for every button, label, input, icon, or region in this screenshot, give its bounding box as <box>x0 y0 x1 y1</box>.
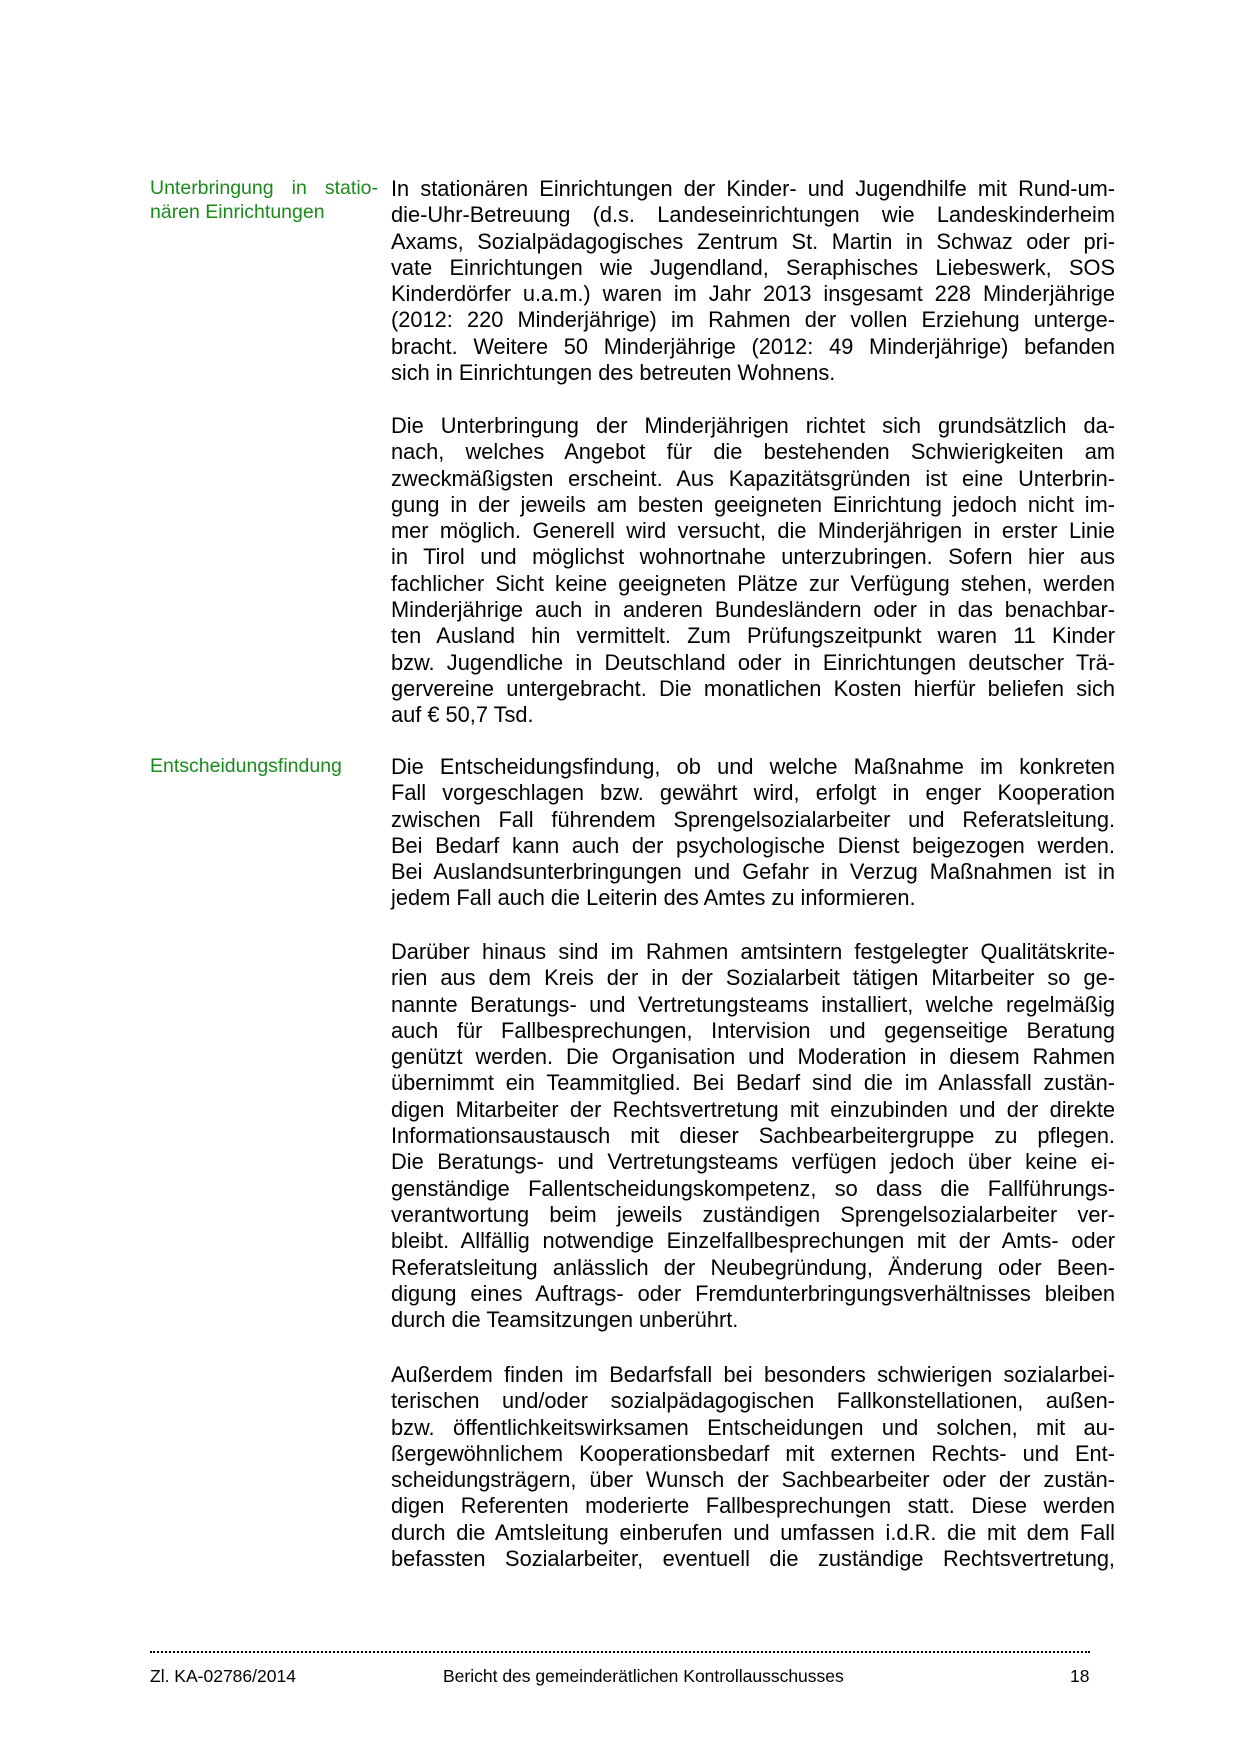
text-line: übernimmt ein Teammitglied. Bei Bedarf sind die im Anlassfall zustän- <box>391 1070 1115 1096</box>
paragraph-4 <box>391 939 1115 1333</box>
text-line: ten Ausland hin vermittelt. Zum Prüfungszeitpunkt waren 11 Kinder <box>391 623 1115 649</box>
sidenote-line: Unterbringung in statio- <box>150 177 378 199</box>
text-line: auch für Fallbesprechungen, Intervision und gegenseitige Beratung <box>391 1017 1115 1043</box>
text-line: Minderjährige auch in anderen Bundesländern oder in das benachbar- <box>391 597 1115 623</box>
sidenote-entscheidungsfindung <box>150 754 378 778</box>
text-line: terischen und/oder sozialpädagogischen Fallkonstellationen, außen- <box>391 1388 1115 1414</box>
text-line: in Tirol und möglichst wohnortnahe unterzubringen. Sofern hier aus <box>391 544 1115 570</box>
text-line: nach, welches Angebot für die bestehenden Schwierigkeiten am <box>391 439 1115 465</box>
text-line: (2012: 220 Minderjährige) im Rahmen der vollen Erziehung unterge- <box>391 307 1115 333</box>
text-line: auf € 50,7 Tsd. <box>391 702 534 728</box>
footer-divider <box>150 1651 1090 1653</box>
text-line: verantwortung beim jeweils zuständigen Sprengelsozialarbeiter ver- <box>391 1201 1115 1227</box>
text-line: sich in Einrichtungen des betreuten Wohnens. <box>391 360 836 386</box>
paragraph-5 <box>391 1362 1115 1572</box>
text-line: zweckmäßigsten erscheint. Aus Kapazitätsgründen ist eine Unterbrin- <box>391 465 1115 491</box>
paragraph-text <box>391 939 1115 1333</box>
text-line: vate Einrichtungen wie Jugendland, Seraphisches Liebeswerk, SOS <box>391 254 1115 280</box>
text-line: Bei Bedarf kann auch der psychologische Dienst beigezogen werden. <box>391 832 1115 858</box>
text-line: Die Unterbringung der Minderjährigen richtet sich grundsätzlich da- <box>391 413 1115 438</box>
text-line: genständige Fallentscheidungskompetenz, so dass die Fallführungs- <box>391 1175 1115 1201</box>
text-line: mer möglich. Generell wird versucht, die Minderjährigen in erster Linie <box>391 518 1115 544</box>
text-line: Axams, Sozialpädagogisches Zentrum St. Martin in Schwaz oder pri- <box>391 228 1115 254</box>
text-line: gervereine untergebracht. Die monatlichen Kosten hierfür beliefen sich <box>391 675 1115 701</box>
text-line: durch die Amtsleitung einberufen und umfassen i.d.R. die mit dem Fall <box>391 1519 1115 1545</box>
text-line: jedem Fall auch die Leiterin des Amtes zu informieren. <box>391 885 916 911</box>
text-line: digen Referenten moderierte Fallbesprechungen statt. Diese werden <box>391 1493 1115 1519</box>
text-line: Fall vorgeschlagen bzw. gewährt wird, erfolgt in enger Kooperation <box>391 780 1115 806</box>
text-line: Referatsleitung anlässlich der Neubegründung, Änderung oder Been- <box>391 1254 1115 1280</box>
text-line: Darüber hinaus sind im Rahmen amtsintern festgelegter Qualitätskrite- <box>391 939 1115 964</box>
footer-title: Bericht des gemeinderätlichen Kontrollausschusses <box>443 1666 844 1686</box>
text-line: nannte Beratungs- und Vertretungsteams installiert, welche regelmäßig <box>391 991 1115 1017</box>
paragraph-text <box>391 176 1115 386</box>
text-line: Die Beratungs- und Vertretungsteams verfügen jedoch über keine ei- <box>391 1149 1115 1175</box>
text-line: bzw. Jugendliche in Deutschland oder in Einrichtungen deutscher Trä- <box>391 649 1115 675</box>
paragraph-3 <box>391 754 1115 912</box>
text-line: durch die Teamsitzungen unberührt. <box>391 1307 739 1333</box>
text-line: Außerdem finden im Bedarfsfall bei besonders schwierigen sozialarbei- <box>391 1362 1115 1387</box>
sidenote-unterbringung <box>150 176 378 224</box>
paragraph-text <box>391 413 1115 729</box>
text-line: In stationären Einrichtungen der Kinder- und Jugendhilfe mit Rund-um- <box>391 176 1115 201</box>
text-line: die-Uhr-Betreuung (d.s. Landeseinrichtungen wie Landeskinderheim <box>391 202 1115 228</box>
text-line: gung in der jeweils am besten geeigneten Einrichtung jedoch nicht im- <box>391 491 1115 517</box>
sidenote-line: Entscheidungsfindung <box>150 755 342 777</box>
footer-reference: Zl. KA-02786/2014 <box>150 1666 296 1686</box>
paragraph-2 <box>391 413 1115 729</box>
text-line: fachlicher Sicht keine geeigneten Plätze zur Verfügung stehen, werden <box>391 570 1115 596</box>
paragraph-text <box>391 1362 1115 1572</box>
page-number: 18 <box>1070 1666 1090 1686</box>
paragraph-text <box>391 754 1115 912</box>
paragraph-1 <box>391 176 1115 386</box>
text-line: bzw. öffentlichkeitswirksamen Entscheidungen und solchen, mit au- <box>391 1414 1115 1440</box>
text-line: ßergewöhnlichem Kooperationsbedarf mit externen Rechts- und Ent- <box>391 1440 1115 1466</box>
text-line: scheidungsträgern, über Wunsch der Sachbearbeiter oder der zustän- <box>391 1467 1115 1493</box>
text-line: digung eines Auftrags- oder Fremdunterbringungsverhältnisses bleiben <box>391 1280 1115 1306</box>
text-line: Kinderdörfer u.a.m.) waren im Jahr 2013 insgesamt 228 Minderjährige <box>391 281 1115 307</box>
text-line: rien aus dem Kreis der in der Sozialarbeit tätigen Mitarbeiter so ge- <box>391 965 1115 991</box>
text-line: bracht. Weitere 50 Minderjährige (2012: 49 Minderjährige) befanden <box>391 333 1115 359</box>
text-line: zwischen Fall führendem Sprengelsozialarbeiter und Referatsleitung. <box>391 806 1115 832</box>
text-line: Bei Auslandsunterbringungen und Gefahr in Verzug Maßnahmen ist in <box>391 859 1115 885</box>
text-line: befassten Sozialarbeiter, eventuell die zuständige Rechtsvertretung, <box>391 1546 1115 1572</box>
text-line: Die Entscheidungsfindung, ob und welche Maßnahme im konkreten <box>391 754 1115 779</box>
text-line: Informationsaustausch mit dieser Sachbearbeitergruppe zu pflegen. <box>391 1123 1115 1149</box>
text-line: genützt werden. Die Organisation und Moderation in diesem Rahmen <box>391 1044 1115 1070</box>
sidenote-line: nären Einrichtungen <box>150 201 325 223</box>
text-line: bleibt. Allfällig notwendige Einzelfallbesprechungen mit der Amts- oder <box>391 1228 1115 1254</box>
text-line: digen Mitarbeiter der Rechtsvertretung mit einzubinden und der direkte <box>391 1096 1115 1122</box>
